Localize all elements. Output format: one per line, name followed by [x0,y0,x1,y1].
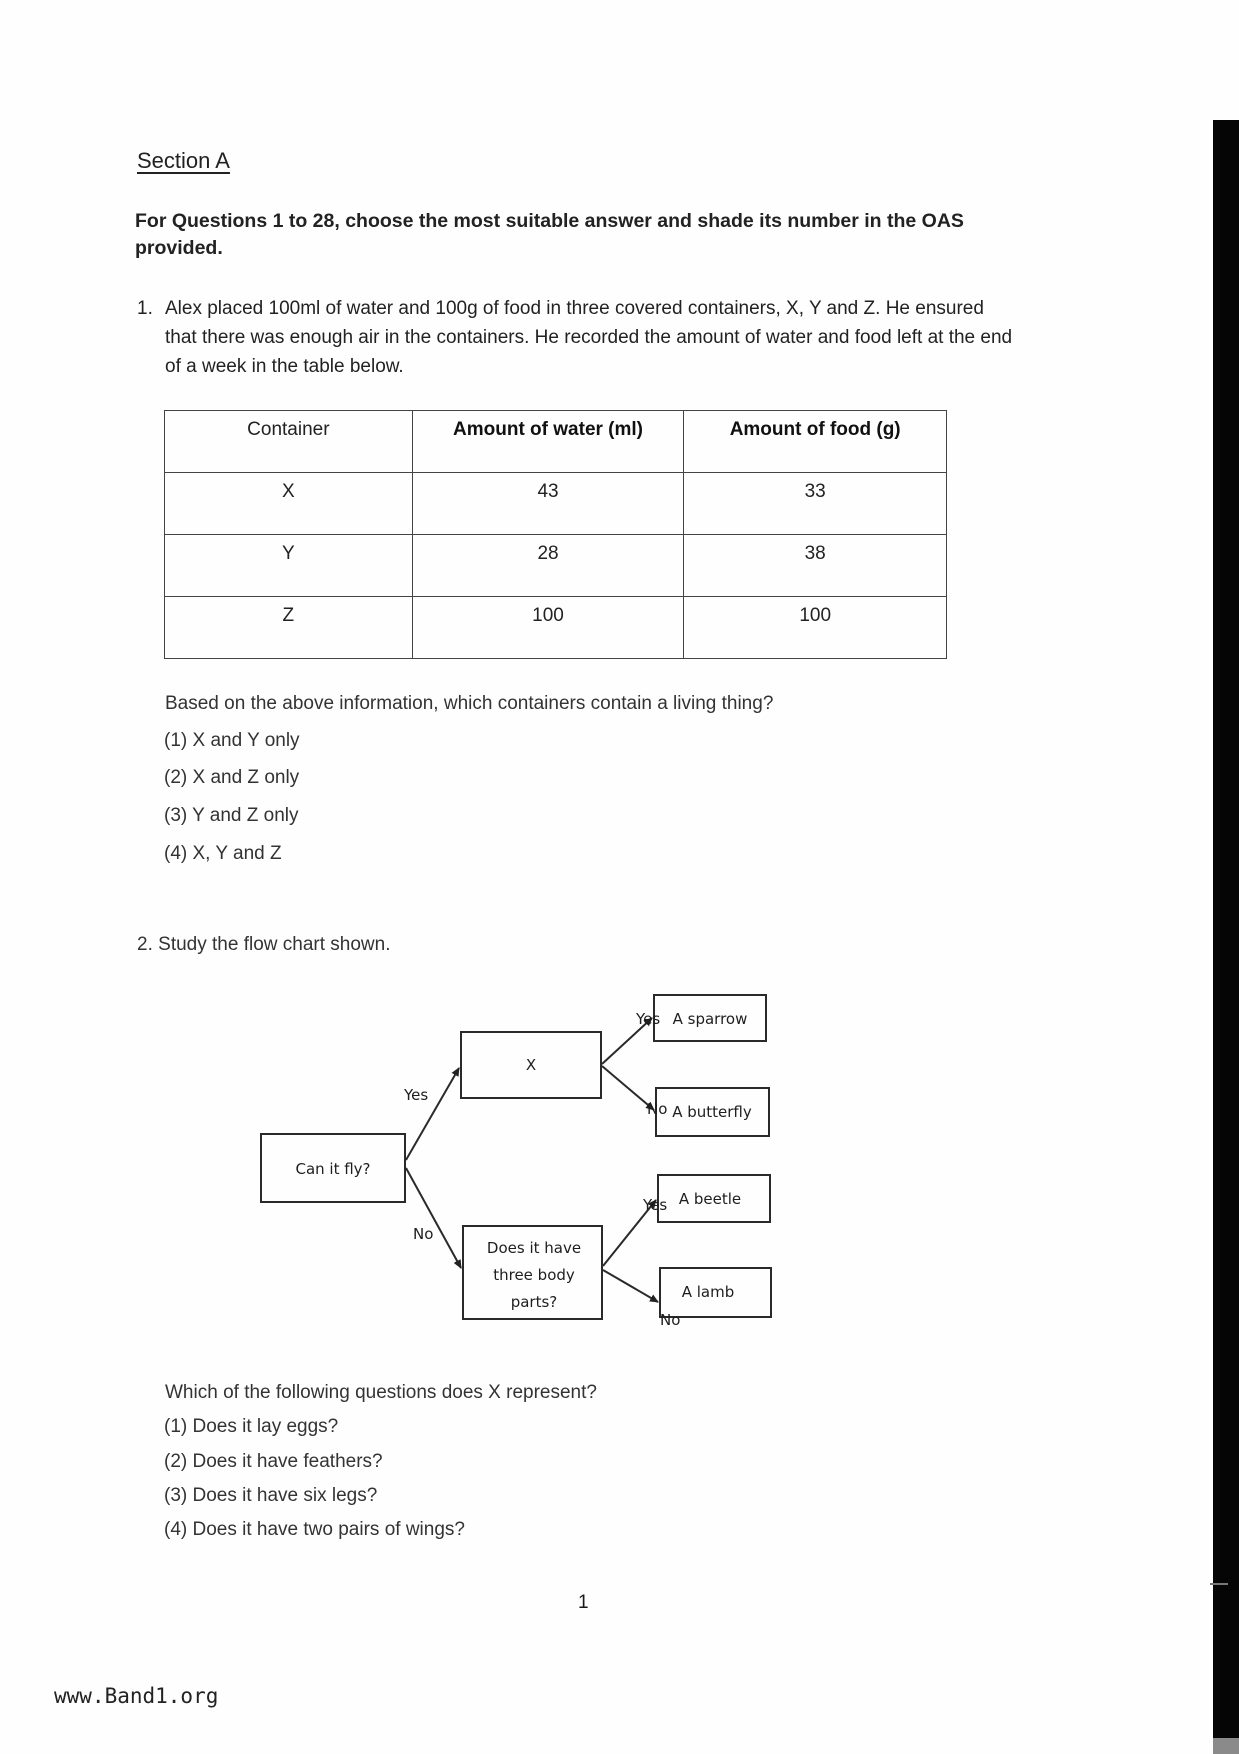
flow-arrow-root-yes [406,1068,459,1160]
question-2-prompt: Which of the following questions does X represent? [165,1382,597,1403]
table-cell: Y [165,535,413,597]
question-2-option-3: (3) Does it have six legs? [164,1485,378,1506]
section-instructions: For Questions 1 to 28, choose the most suitable answer and shade its number in the OAS provided. [135,210,964,259]
flow-arrow-body-no [603,1270,658,1302]
question-1-option-1: (1) X and Y only [164,730,300,751]
table-cell: 100 [684,597,947,659]
scan-edge-bar [1213,120,1239,1740]
flow-text-butterfly: A butterfly [672,1103,752,1121]
flow-text-root: Can it fly? [295,1160,371,1178]
question-1-text: Alex placed 100ml of water and 100g of food in three covered containers, X, Y and Z. He ensured that there was enough air in the containers. He recorded the amount of water and food left at the end of a week in the table below. [165,298,1013,377]
question-2-text: Study the flow chart shown. [158,934,391,955]
table-cell: 38 [684,535,947,597]
question-2-option-2: (2) Does it have feathers? [164,1451,383,1472]
question-2-number: 2. [137,934,153,955]
flow-text-x: X [525,1056,537,1074]
flow-text-beetle: A beetle [678,1190,742,1208]
scan-edge-tick [1210,1583,1228,1585]
flow-label-yes: Yes [636,1010,661,1028]
question-1-option-2: (2) X and Z only [164,767,300,788]
flow-text-sparrow: A sparrow [672,1010,748,1028]
table-cell: 100 [412,597,684,659]
scan-edge-foot [1213,1738,1239,1754]
table-cell: 28 [412,535,684,597]
flow-label-no: No [647,1100,668,1118]
question-2-option-4: (4) Does it have two pairs of wings? [164,1519,465,1540]
flow-text-body-2: three body [493,1266,575,1284]
watermark: www.Band1.org [54,1684,219,1708]
question-1-option-4: (4) X, Y and Z [164,843,282,864]
flow-text-lamb: A lamb [681,1283,735,1301]
flow-text-body-3: parts? [510,1293,558,1311]
flow-label-no: No [660,1311,681,1329]
table-cell: 33 [684,473,947,535]
question-1-option-3: (3) Y and Z only [164,805,299,826]
question-1-prompt: Based on the above information, which containers contain a living thing? [165,693,774,714]
flow-label-yes: Yes [643,1196,668,1214]
table-header-container: Container [165,411,413,473]
section-title: Section A [137,148,230,173]
flow-label-yes: Yes [404,1086,429,1104]
table-header-food: Amount of food (g) [684,411,947,473]
table-cell: X [165,473,413,535]
table-cell: 43 [412,473,684,535]
flow-text-body-1: Does it have [486,1239,582,1257]
flow-arrow-root-no [406,1168,461,1268]
question-2-option-1: (1) Does it lay eggs? [164,1416,339,1437]
table-header-water: Amount of water (ml) [412,411,684,473]
table-cell: Z [165,597,413,659]
flow-label-no: No [413,1225,434,1243]
page-number: 1 [578,1592,589,1613]
question-1-number: 1. [137,298,153,319]
